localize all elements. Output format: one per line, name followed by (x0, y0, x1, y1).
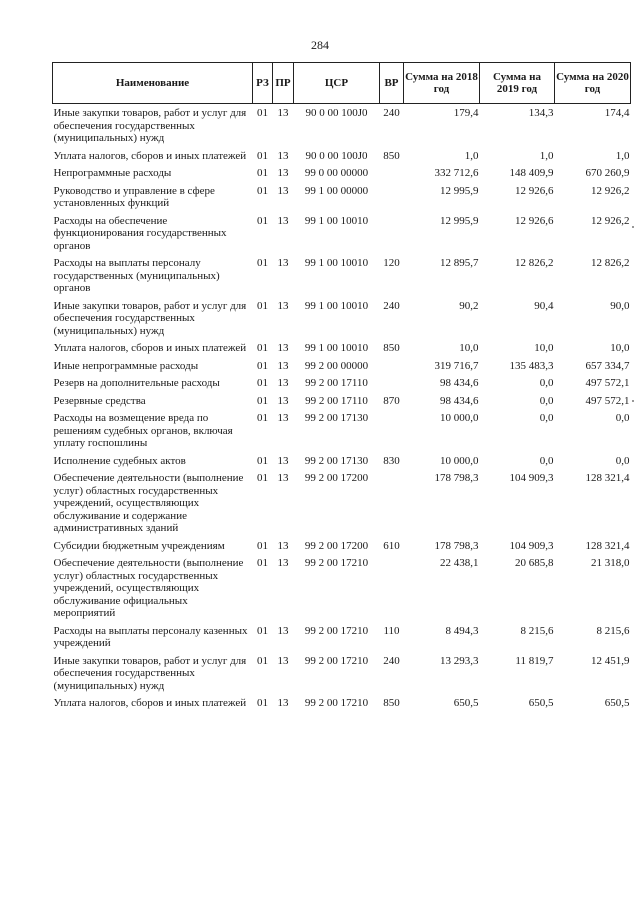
row-rz: 01 (257, 412, 268, 424)
row-csr: 99 2 00 17110 (305, 394, 368, 407)
row-sum-2020: 12 926,2 (591, 214, 630, 227)
table-row (53, 694, 631, 712)
table-row (53, 254, 631, 297)
row-sum-2019: 0,0 (539, 394, 554, 407)
row-name: Руководство и управление в сфере установленных функций (53, 184, 215, 209)
row-vr (380, 182, 404, 212)
row-sum-2018: 12 995,9 (440, 214, 479, 227)
row-sum-2020: 128 321,4 (585, 539, 630, 552)
row-sum-2018: 10,0 (459, 342, 479, 354)
row-name: Уплата налогов, сборов и иных платежей (53, 697, 247, 709)
row-sum-2019: 11 819,7 (515, 654, 554, 667)
row-name: Резерв на дополнительные расходы (53, 377, 220, 389)
row-name: Уплата налогов, сборов и иных платежей (53, 149, 247, 162)
scan-speck (632, 226, 634, 228)
row-pr: 13 (277, 149, 289, 162)
table-header (53, 63, 631, 104)
table-row (53, 297, 631, 340)
row-sum-2018: 179,4 (453, 107, 479, 119)
row-sum-2018: 332 712,6 (434, 167, 479, 179)
row-rz: 01 (257, 107, 268, 119)
row-sum-2018: 12 895,7 (440, 257, 479, 269)
row-name: Уплата налогов, сборов и иных платежей (53, 342, 247, 354)
row-rz: 01 (257, 454, 268, 467)
row-rz: 01 (257, 149, 268, 162)
header-sum-2020: Сумма на 2020 год (555, 63, 631, 104)
header-vr: ВР (380, 63, 404, 104)
row-name: Иные непрограммные расходы (53, 359, 199, 372)
row-vr: 870 (383, 394, 400, 407)
row-pr: 13 (277, 697, 289, 709)
row-rz: 01 (257, 557, 268, 569)
row-rz: 01 (257, 214, 268, 227)
row-csr: 99 1 00 10010 (304, 257, 369, 269)
row-vr: 610 (383, 539, 400, 552)
row-pr: 13 (277, 624, 289, 637)
row-rz: 01 (257, 624, 268, 637)
row-sum-2018: 1,0 (464, 149, 479, 162)
row-name: Расходы на выплаты персоналу казенных учреждений (53, 624, 248, 649)
row-name: Резервные средства (53, 394, 146, 407)
table-row (53, 554, 631, 622)
row-pr: 13 (277, 107, 289, 119)
row-rz: 01 (257, 342, 268, 354)
row-pr: 13 (277, 472, 289, 484)
row-csr: 99 1 00 10010 (304, 214, 369, 227)
header-name: Наименование (53, 63, 253, 104)
row-pr: 13 (277, 184, 289, 197)
row-csr: 99 2 00 17210 (304, 697, 369, 709)
row-sum-2019: 134,3 (528, 107, 554, 119)
row-sum-2018: 13 293,3 (440, 654, 479, 667)
row-vr: 240 (383, 299, 400, 312)
page-number: 284 (311, 38, 329, 52)
row-rz: 01 (257, 184, 268, 197)
row-csr: 99 1 00 00000 (304, 184, 369, 197)
table-row (53, 469, 631, 537)
row-vr: 850 (383, 342, 400, 354)
row-sum-2018: 12 995,9 (440, 184, 479, 197)
row-sum-2018: 98 434,6 (440, 394, 479, 407)
table-body (53, 104, 631, 712)
header-sum-2018: Сумма на 2018 год (404, 63, 480, 104)
row-name: Обеспечение деятельности (выполнение услуг) областных государственных учреждений, осуществляющих обслуживание и содержание административных зданий (53, 472, 244, 534)
budget-table (52, 62, 631, 712)
row-csr: 99 2 00 17110 (305, 377, 368, 389)
row-csr: 99 2 00 00000 (304, 359, 369, 372)
scan-speck (632, 400, 634, 402)
row-sum-2018: 10 000,0 (440, 412, 479, 424)
row-sum-2019: 148 409,9 (509, 167, 554, 179)
row-sum-2019: 10,0 (534, 342, 554, 354)
table-row (53, 537, 631, 555)
table-row (53, 452, 631, 470)
row-csr: 99 2 00 17130 (304, 454, 369, 467)
row-csr: 99 2 00 17200 (304, 539, 369, 552)
row-sum-2019: 20 685,8 (515, 557, 554, 569)
header-csr: ЦСР (294, 63, 380, 104)
table-row (53, 357, 631, 375)
row-pr: 13 (277, 412, 289, 424)
table-row (53, 652, 631, 695)
row-vr (380, 357, 404, 375)
row-vr: 830 (383, 454, 400, 467)
row-rz: 01 (257, 539, 268, 552)
row-rz: 01 (257, 299, 268, 312)
row-vr: 240 (383, 107, 400, 119)
row-vr: 850 (383, 149, 400, 162)
row-name: Расходы на обеспечение функционирования государственных органов (53, 214, 227, 252)
row-csr: 99 1 00 10010 (304, 342, 369, 354)
row-pr: 13 (277, 394, 289, 407)
table-row (53, 182, 631, 212)
row-vr (380, 554, 404, 622)
row-sum-2018: 98 434,6 (440, 377, 479, 389)
row-sum-2019: 135 483,3 (509, 359, 554, 372)
row-sum-2018: 10 000,0 (440, 454, 479, 467)
row-vr (380, 469, 404, 537)
row-pr: 13 (277, 654, 289, 667)
row-name: Иные закупки товаров, работ и услуг для обеспечения государственных (муниципальных) нужд (53, 299, 247, 337)
table-row (53, 392, 631, 410)
row-sum-2020: 128 321,4 (585, 472, 630, 484)
row-sum-2019: 0,0 (539, 377, 554, 389)
row-sum-2020: 670 260,9 (585, 167, 630, 179)
row-rz: 01 (257, 257, 268, 269)
header-rz: РЗ (253, 63, 273, 104)
row-sum-2019: 104 909,3 (509, 539, 554, 552)
table-row (53, 622, 631, 652)
row-pr: 13 (277, 299, 289, 312)
row-name: Иные закупки товаров, работ и услуг для обеспечения государственных (муниципальных) нужд (53, 654, 247, 692)
header-sum-2019: Сумма на 2019 год (480, 63, 555, 104)
row-vr (380, 409, 404, 452)
row-sum-2019: 12 826,2 (515, 257, 554, 269)
row-sum-2018: 90,2 (459, 299, 479, 312)
row-pr: 13 (277, 214, 289, 227)
row-rz: 01 (257, 167, 268, 179)
row-name: Расходы на возмещение вреда по решениям судебных органов, включая уплату госпошлины (53, 412, 233, 449)
row-pr: 13 (277, 359, 289, 372)
row-csr: 99 2 00 17210 (304, 654, 369, 667)
row-sum-2020: 12 451,9 (591, 654, 630, 667)
table-row (53, 212, 631, 255)
header-pr: ПР (273, 63, 294, 104)
row-sum-2020: 8 215,6 (596, 624, 630, 637)
row-vr: 120 (383, 257, 400, 269)
row-name: Непрограммные расходы (53, 167, 172, 179)
row-sum-2020: 12 926,2 (591, 184, 630, 197)
row-sum-2019: 0,0 (539, 454, 554, 467)
row-csr: 99 2 00 17210 (304, 624, 369, 637)
row-sum-2019: 12 926,6 (515, 214, 554, 227)
row-csr: 90 0 00 100J0 (305, 107, 368, 119)
row-csr: 90 0 00 100J0 (305, 149, 368, 162)
row-pr: 13 (277, 557, 289, 569)
row-vr (380, 212, 404, 255)
row-sum-2018: 178 798,3 (434, 472, 479, 484)
row-sum-2020: 497 572,1 (585, 394, 630, 407)
row-sum-2020: 0,0 (615, 412, 630, 424)
row-csr: 99 2 00 17210 (304, 557, 369, 569)
row-sum-2019: 12 926,6 (515, 184, 554, 197)
row-sum-2018: 22 438,1 (440, 557, 479, 569)
row-vr: 110 (383, 624, 400, 637)
row-sum-2020: 657 334,7 (585, 359, 630, 372)
row-vr (380, 164, 404, 182)
row-name: Расходы на выплаты персоналу государственных (муниципальных) органов (53, 257, 220, 294)
row-sum-2018: 650,5 (453, 697, 479, 709)
row-rz: 01 (257, 697, 268, 709)
row-sum-2019: 104 909,3 (509, 472, 554, 484)
row-sum-2019: 8 215,6 (520, 624, 554, 637)
row-rz: 01 (257, 472, 268, 484)
table-row (53, 164, 631, 182)
row-rz: 01 (257, 394, 268, 407)
row-rz: 01 (257, 654, 268, 667)
row-sum-2020: 174,4 (604, 107, 630, 119)
row-sum-2018: 8 494,3 (445, 624, 479, 637)
row-pr: 13 (277, 377, 289, 389)
row-sum-2019: 0,0 (539, 412, 554, 424)
row-sum-2020: 10,0 (610, 342, 630, 354)
row-pr: 13 (277, 167, 289, 179)
row-pr: 13 (277, 454, 289, 467)
table-row (53, 104, 631, 147)
table-row (53, 374, 631, 392)
row-sum-2018: 178 798,3 (434, 539, 479, 552)
row-pr: 13 (277, 342, 289, 354)
table-row (53, 339, 631, 357)
row-sum-2020: 12 826,2 (591, 257, 630, 269)
row-sum-2020: 90,0 (610, 299, 630, 312)
row-vr (380, 374, 404, 392)
row-rz: 01 (257, 377, 268, 389)
row-vr: 850 (383, 697, 400, 709)
row-sum-2020: 650,5 (604, 697, 630, 709)
row-csr: 99 2 00 17130 (304, 412, 369, 424)
row-sum-2020: 1,0 (615, 149, 630, 162)
row-name: Иные закупки товаров, работ и услуг для обеспечения государственных (муниципальных) нужд (53, 107, 247, 144)
row-name: Исполнение судебных актов (53, 454, 186, 467)
row-vr: 240 (383, 654, 400, 667)
row-name: Обеспечение деятельности (выполнение услуг) областных государственных учреждений, осуществляющих обслуживание официальных мероприятий (53, 557, 244, 619)
row-pr: 13 (277, 539, 289, 552)
row-pr: 13 (277, 257, 289, 269)
row-sum-2019: 1,0 (539, 149, 554, 162)
table-row (53, 147, 631, 165)
row-sum-2020: 0,0 (615, 454, 630, 467)
row-csr: 99 0 00 00000 (304, 167, 369, 179)
row-sum-2020: 21 318,0 (591, 557, 630, 569)
row-sum-2019: 90,4 (534, 299, 554, 312)
row-csr: 99 1 00 10010 (304, 299, 369, 312)
row-sum-2019: 650,5 (528, 697, 554, 709)
row-name: Субсидии бюджетным учреждениям (53, 539, 225, 552)
row-csr: 99 2 00 17200 (304, 472, 369, 484)
row-sum-2020: 497 572,1 (585, 377, 630, 389)
row-rz: 01 (257, 359, 268, 372)
row-sum-2018: 319 716,7 (434, 359, 479, 372)
table-row (53, 409, 631, 452)
